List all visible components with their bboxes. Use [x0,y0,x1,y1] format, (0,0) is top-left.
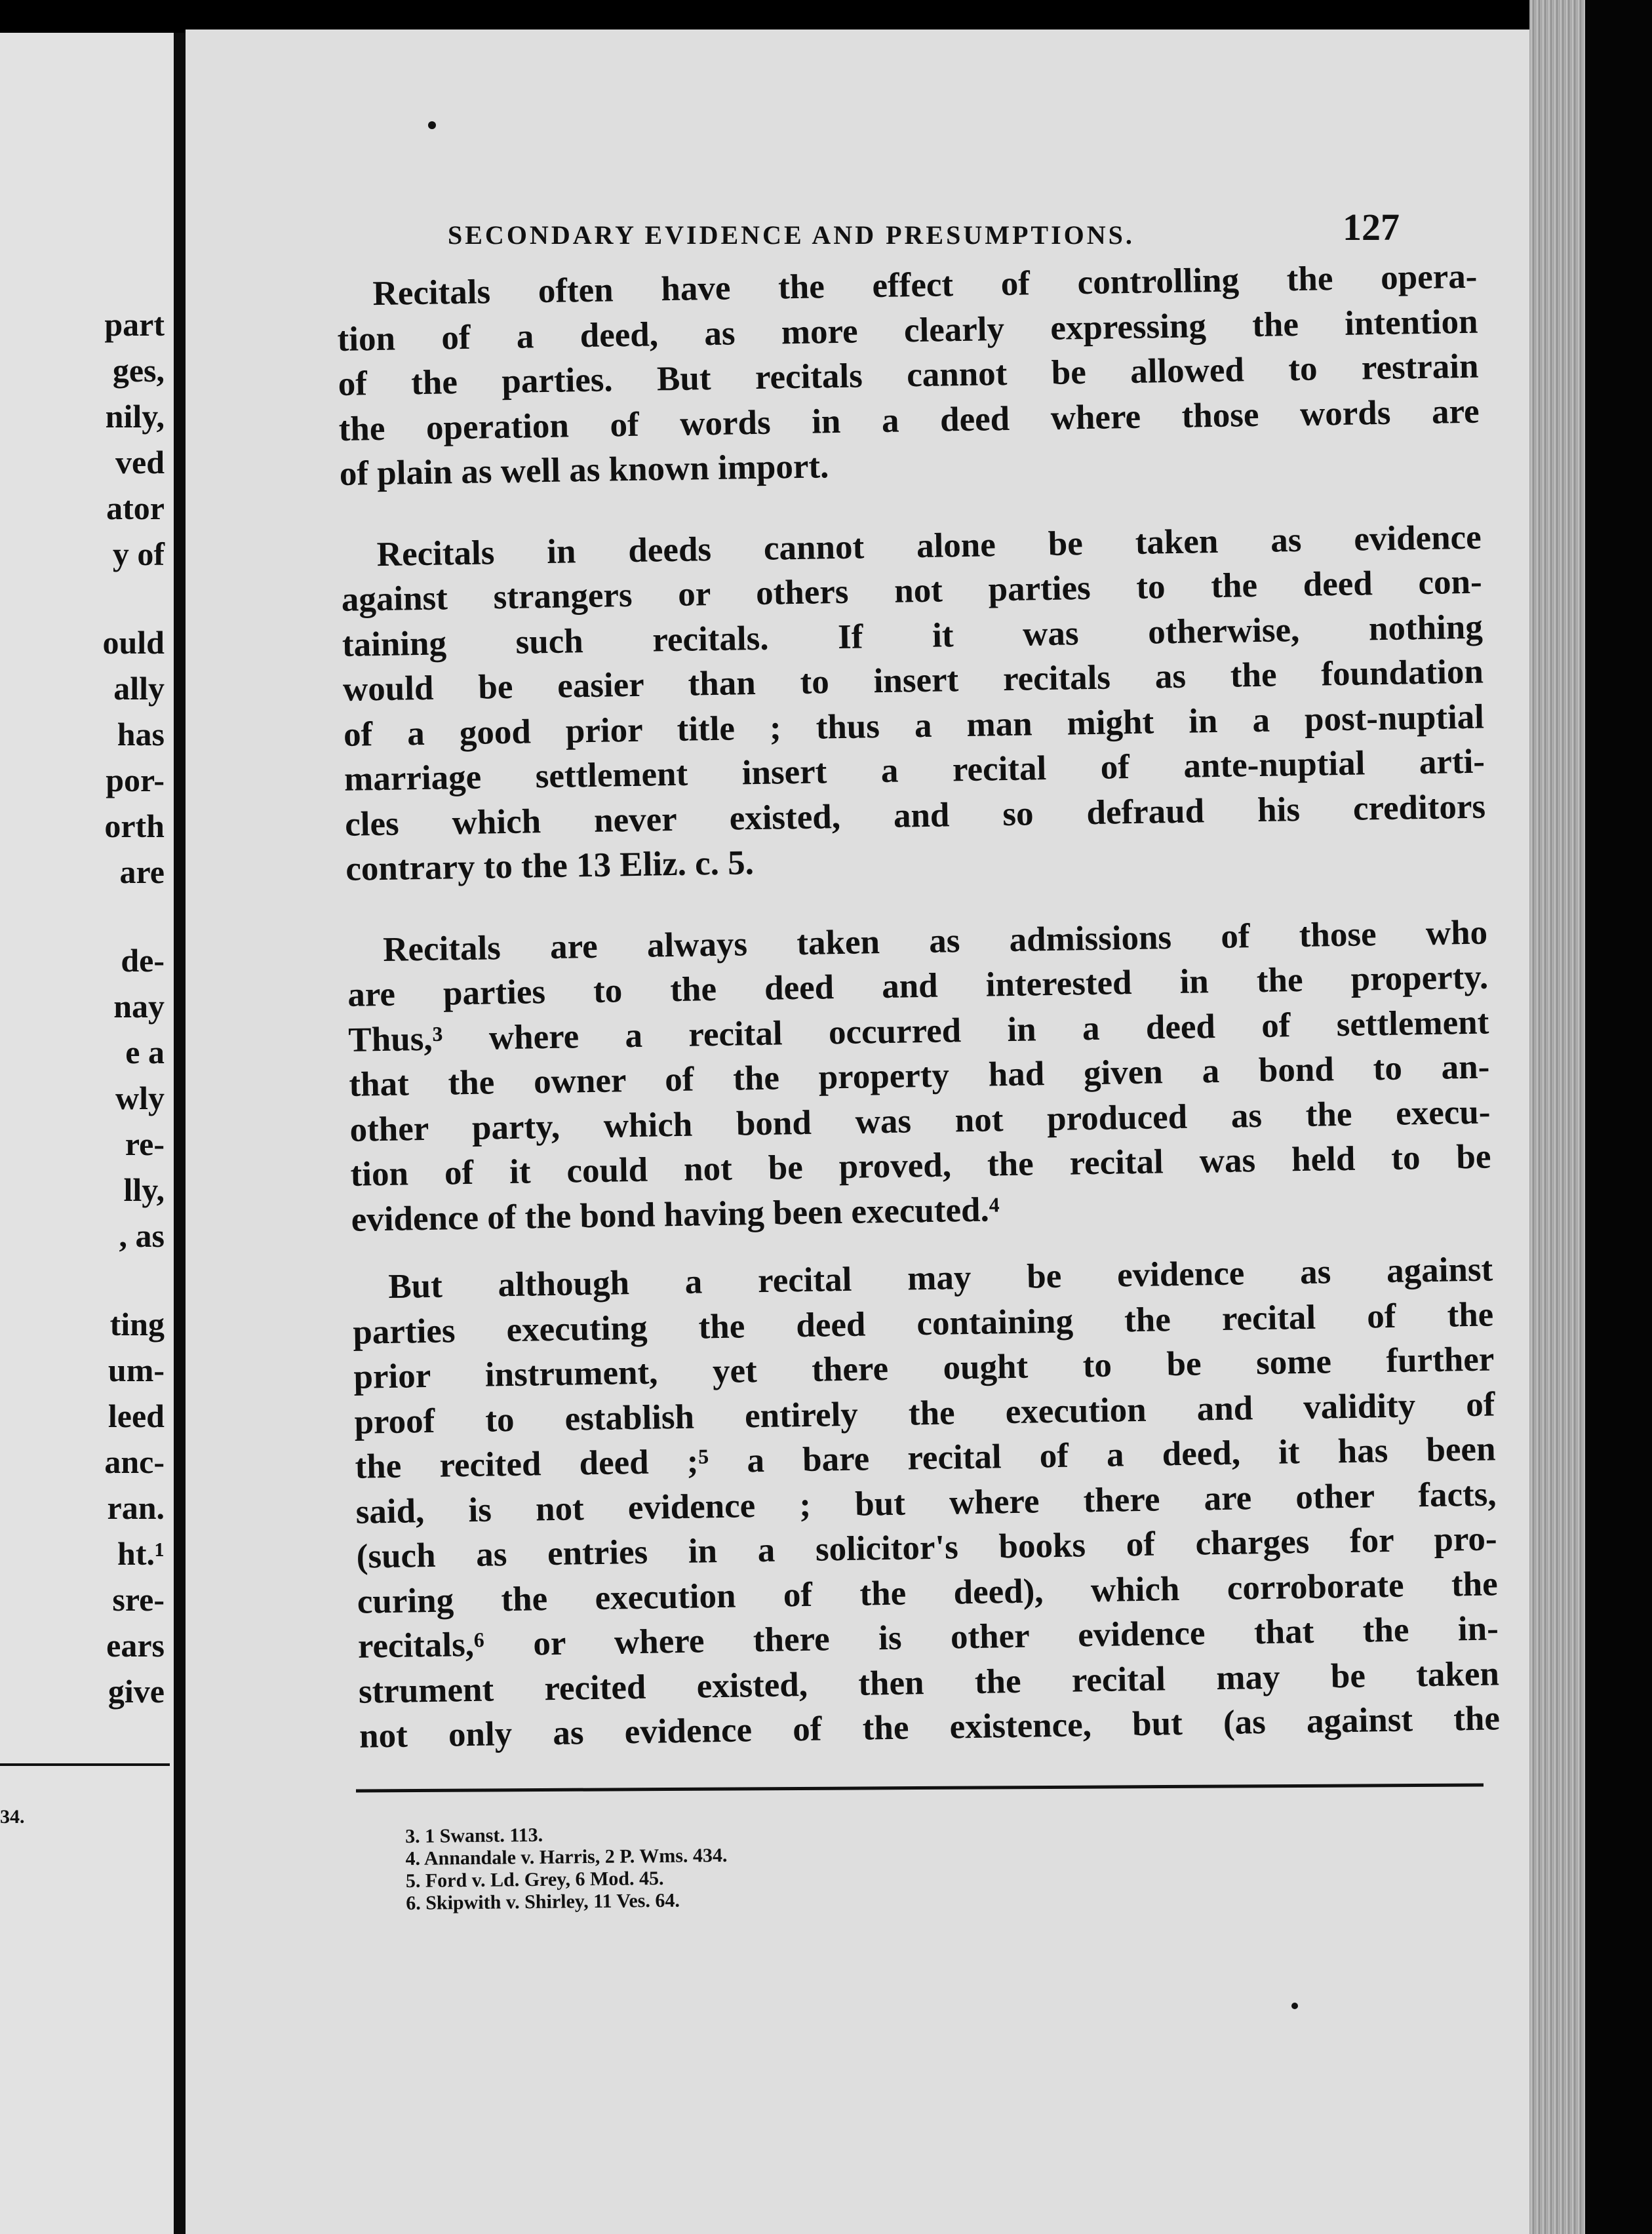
previous-page-line-fragment: nay [113,988,165,1025]
previous-page-line-fragment: de- [121,942,165,979]
previous-page-line-fragment: anc- [104,1443,165,1480]
previous-page-line-fragment: ally [113,670,165,707]
text-line: the recited deed ;⁵ a bare recital of a deed, it has been [355,1430,1496,1486]
text-line: evidence of the bond having been executed.⁴ [351,1190,1000,1239]
previous-page-line-fragment: orth [104,808,165,844]
text-line: that the owner of the property had given a bond to an- [349,1048,1490,1104]
footnote: 5. Ford v. Ld. Grey, 6 Mod. 45. [405,1867,664,1892]
text-line: would be easier than to insert recitals as the foundation [342,652,1484,709]
previous-page-line-fragment: re- [125,1126,165,1162]
text-line: parties executing the deed containing the recital of the [352,1295,1494,1352]
text-line: Recitals often have the effect of controlling the opera- [372,257,1478,313]
text-line: the operation of words in a deed where those words are [338,392,1480,448]
previous-page-fragment [0,33,174,2234]
footnotes [405,1822,728,1915]
ink-speck [428,121,436,129]
text-line: Recitals are always taken as admissions of those who [382,913,1488,969]
previous-page-line-fragment: wly [115,1080,165,1116]
text-line: contrary to the 13 Eliz. c. 5. [345,844,755,888]
previous-page-line-fragment: ran. [107,1489,165,1526]
book-gutter [174,33,186,2234]
previous-page-footnote-rule [0,1763,170,1766]
text-line: strument recited existed, then the recital may be taken [358,1654,1500,1711]
previous-page-line-fragment: part [104,306,165,343]
scan-border [1585,0,1652,2234]
text-line: are parties to the deed and interested in the property. [347,958,1489,1014]
text-line: cles which never existed, and so defraud his creditors [344,787,1486,844]
previous-page-line-fragment: leed [108,1398,165,1434]
page-edges [1529,0,1585,2234]
text-line: other party, which bond was not produced as the execu- [349,1093,1491,1149]
paragraph [336,254,1480,497]
text-line: Recitals in deeds cannot alone be taken as evidence [376,518,1482,574]
previous-page-line-fragment: nily, [105,398,165,435]
text-line: recitals,⁶ or where there is other evidence that the in- [357,1609,1499,1666]
previous-page-line-fragment: ting [109,1306,165,1342]
previous-page-line-fragment: ould [102,624,165,661]
paragraph [352,1247,1501,1759]
text-line: of the parties. But recitals cannot be allowed to restrain [338,347,1479,403]
text-line: said, is not evidence ; but where there are other facts, [355,1474,1497,1531]
running-head: SECONDARY EVIDENCE AND PRESUMPTIONS. [448,220,1135,250]
previous-page-line-fragment: , as [119,1217,165,1254]
previous-page-line-fragment: has [117,716,165,753]
book-page [186,29,1529,2234]
page-number: 127 [1343,206,1400,248]
previous-page-footnote: 34. [0,1806,25,1828]
text-line: against strangers or others not parties to the deed con- [341,562,1483,619]
paragraph [347,910,1492,1242]
text-line: of plain as well as known import. [339,447,829,493]
previous-page-line-fragment: ht.¹ [117,1535,165,1572]
footnote: 3. 1 Swanst. 113. [405,1824,543,1847]
text-line: proof to establish entirely the execution and validity of [354,1384,1495,1441]
text-line: (such as entries in a solicitor's books of charges for pro- [356,1519,1498,1576]
text-line: marriage settlement insert a recital of ante-nuptial arti- [344,742,1485,798]
text-line: prior instrument, yet there ought to be some further [353,1340,1495,1396]
ink-speck [1291,2003,1298,2009]
text-line: tion of a deed, as more clearly expressing the intention [337,302,1478,359]
footnote: 6. Skipwith v. Shirley, 11 Ves. 64. [406,1889,680,1914]
previous-page-line-fragment: e a [125,1034,165,1070]
text-line: But although a recital may be evidence as against [387,1250,1493,1306]
previous-page-line-fragment: por- [106,762,165,798]
previous-page-line-fragment: ears [106,1627,165,1664]
previous-page-line-fragment: sre- [112,1581,165,1618]
previous-page-line-fragment: lly, [123,1171,165,1208]
previous-page-line-fragment: ator [106,490,165,526]
text-line: tion of it could not be proved, the recital was held to be [350,1137,1491,1194]
text-line: of a good prior title ; thus a man might in a post-nuptial [343,697,1485,754]
previous-page-line-fragment: are [119,853,165,890]
previous-page-line-fragment: ges, [112,352,165,389]
body-text [336,254,1501,1795]
previous-page-line-fragment: give [108,1673,165,1710]
text-line: curing the execution of the deed), which corroborate the [357,1564,1499,1621]
previous-page-line-fragment: y of [112,536,165,572]
previous-page-line-fragment: um- [108,1352,165,1388]
footnote: 4. Annandale v. Harris, 2 P. Wms. 434. [405,1844,728,1870]
text-line: Thus,³ where a recital occurred in a deed of settlement [347,1003,1489,1059]
previous-page-line-fragment: ved [115,444,165,480]
text-line: not only as evidence of the existence, but (as against the [359,1699,1501,1755]
text-line: taining such recitals. If it was otherwise, nothing [342,608,1484,664]
paragraph [340,515,1486,892]
